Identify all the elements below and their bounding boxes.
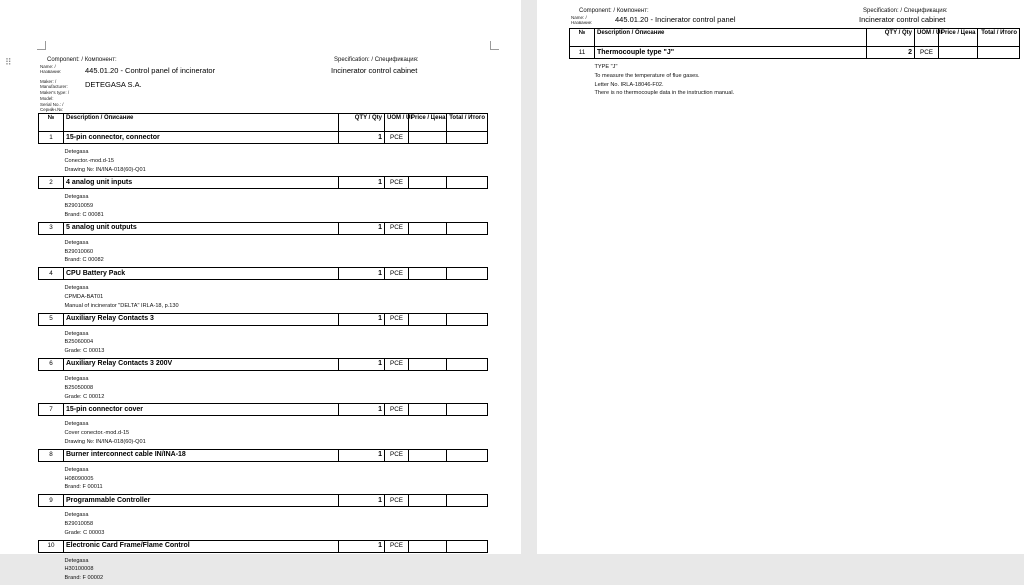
item-qty: 1	[339, 222, 385, 234]
item-uom: PCE	[385, 132, 409, 144]
item-total	[447, 132, 488, 144]
item-price	[409, 222, 447, 234]
item-description: Auxiliary Relay Contacts 3	[64, 313, 339, 325]
item-description: Auxiliary Relay Contacts 3 200V	[64, 358, 339, 370]
item-qty: 1	[339, 358, 385, 370]
item-description: Electronic Card Frame/Flame Control	[64, 540, 339, 552]
name-label: Name: / Название:	[40, 64, 62, 74]
item-detail-line: Manual of incinerator "DELTA" IRLA-18, p.130	[64, 302, 179, 309]
item-detail-line: CPMDA-BAT01	[64, 293, 104, 300]
item-detail-line: TYPE "J"	[594, 64, 618, 70]
col-no-header: №	[39, 114, 64, 132]
item-detail-line: Detegasa	[64, 149, 89, 155]
item-qty: 1	[339, 177, 385, 189]
item-qty: 1	[339, 540, 385, 552]
item-details-row	[570, 59, 1020, 101]
item-details-row	[39, 280, 488, 313]
item-detail-line: Detegasa	[64, 421, 89, 428]
item-detail-line: B25050008	[64, 384, 94, 391]
item-uom: PCE	[385, 177, 409, 189]
table-header-row	[570, 29, 1020, 47]
item-qty: 1	[339, 132, 385, 144]
crop-mark-top-right	[490, 41, 499, 50]
col-qty-header: QTY / Qty	[867, 29, 915, 47]
item-total	[447, 177, 488, 189]
spec-value: Incinerator control cabinet	[859, 15, 946, 24]
item-detail-line: Detegasa	[64, 239, 89, 246]
col-price-header: Price / Цена	[409, 114, 447, 132]
item-price	[409, 313, 447, 325]
item-details	[39, 189, 488, 221]
maker-value: DETEGASA S.A.	[85, 80, 142, 89]
item-qty: 1	[339, 313, 385, 325]
table-move-handle-icon[interactable]: ⠿	[5, 57, 11, 67]
table-row	[570, 47, 1020, 59]
item-detail-line: B25060004	[64, 339, 94, 346]
item-number: 6	[39, 358, 64, 370]
item-details	[39, 144, 488, 176]
item-uom: PCE	[385, 404, 409, 416]
item-number: 1	[39, 132, 64, 144]
item-details	[39, 416, 488, 448]
item-description: CPU Battery Pack	[64, 268, 339, 280]
maker-type-label: Maker's type: /	[40, 90, 70, 95]
item-detail-line: Brand: C 00081	[64, 211, 104, 218]
item-details-row	[39, 416, 488, 449]
item-detail-line: Grade: C 00003	[64, 529, 105, 536]
crop-mark-top-left	[37, 41, 46, 50]
item-details	[39, 235, 488, 267]
item-details	[39, 553, 488, 585]
item-details	[39, 371, 488, 403]
item-number: 8	[39, 449, 64, 461]
item-uom: PCE	[385, 449, 409, 461]
table-row	[39, 177, 488, 189]
item-detail-line: Detegasa	[64, 194, 89, 201]
col-price-header: Price / Цена	[939, 29, 978, 47]
item-details-row	[39, 189, 488, 222]
item-number: 7	[39, 404, 64, 416]
item-uom: PCE	[385, 313, 409, 325]
item-number: 9	[39, 495, 64, 507]
table-header-row	[39, 114, 488, 132]
item-detail-line: B29010059	[64, 203, 94, 210]
col-no-header: №	[570, 29, 595, 47]
serial-label-ru: Серийн.№:	[40, 107, 64, 112]
item-price	[409, 268, 447, 280]
item-detail-line: Brand: F 00002	[64, 575, 104, 582]
item-detail-line: Cover conector.-mod.d-15	[64, 430, 130, 437]
item-total	[447, 404, 488, 416]
item-qty: 1	[339, 495, 385, 507]
item-detail-line: H08090005	[64, 475, 94, 482]
item-uom: PCE	[385, 358, 409, 370]
item-details-row	[39, 552, 488, 585]
item-detail-line: Brand: C 00082	[64, 257, 104, 264]
item-number: 3	[39, 222, 64, 234]
spec-table	[38, 113, 488, 585]
table-row	[39, 540, 488, 552]
item-description: 15-pin connector, connector	[64, 132, 339, 144]
item-qty: 2	[867, 47, 915, 59]
spec-label: Specification: / Спецификация:	[863, 8, 948, 14]
item-total	[978, 47, 1020, 59]
table-row	[39, 222, 488, 234]
item-total	[447, 540, 488, 552]
col-description-header: Description / Описание	[595, 29, 867, 47]
item-price	[409, 495, 447, 507]
col-description-header: Description / Описание	[64, 114, 339, 132]
item-detail-line: Grade: C 00012	[64, 393, 105, 400]
item-detail-line: Brand: F 00011	[64, 484, 103, 491]
item-number: 11	[570, 47, 595, 59]
document-page-2	[537, 0, 1024, 554]
item-price	[409, 404, 447, 416]
item-uom: PCE	[915, 47, 939, 59]
item-number: 2	[39, 177, 64, 189]
col-uom-header: UOM / UI	[915, 29, 939, 47]
item-total	[447, 268, 488, 280]
item-detail-line: H30100008	[64, 566, 94, 573]
table-row	[39, 268, 488, 280]
spec-table	[569, 28, 1020, 100]
item-qty: 1	[339, 449, 385, 461]
item-detail-line: B29010060	[64, 248, 94, 255]
spec-label: Specification: / Спецификация:	[334, 57, 419, 63]
item-detail-line: B29010058	[64, 520, 94, 527]
name-value: 445.01.20 - Incinerator control panel	[615, 15, 736, 24]
item-uom: PCE	[385, 268, 409, 280]
component-label: Component: / Компонент:	[579, 8, 649, 14]
item-qty: 1	[339, 404, 385, 416]
item-price	[409, 449, 447, 461]
item-total	[447, 495, 488, 507]
item-price	[409, 132, 447, 144]
table-row	[39, 495, 488, 507]
item-details	[39, 462, 488, 494]
serial-label: Serial No.: /	[40, 102, 64, 107]
item-detail-line: Detegasa	[64, 557, 89, 564]
item-detail-line: Conector.-mod.d-15	[64, 157, 114, 164]
model-label: Model:	[40, 96, 54, 101]
table-row	[39, 358, 488, 370]
item-description: Burner interconnect cable IN/INA-18	[64, 449, 339, 461]
item-total	[447, 222, 488, 234]
item-details-row	[39, 370, 488, 403]
item-description: 5 analog unit outputs	[64, 222, 339, 234]
item-details	[39, 507, 488, 539]
col-qty-header: QTY / Qty	[339, 114, 385, 132]
item-details-row	[39, 325, 488, 358]
item-details-row	[39, 461, 488, 494]
item-details	[39, 280, 488, 312]
item-uom: PCE	[385, 495, 409, 507]
item-total	[447, 358, 488, 370]
col-total-header: Total / Итого	[447, 114, 488, 132]
item-detail-line: Letter No. IRLA-18046-F02.	[594, 81, 664, 88]
item-detail-line: To measure the temperature of flue gases.	[594, 72, 700, 79]
col-total-header: Total / Итого	[978, 29, 1020, 47]
item-detail-line: Grade: C 00013	[64, 348, 105, 355]
item-description: Thermocouple type "J"	[595, 47, 867, 59]
spec-value: Incinerator control cabinet	[331, 66, 418, 75]
item-details	[570, 59, 1020, 100]
item-detail-line: Detegasa	[64, 466, 89, 473]
item-total	[447, 449, 488, 461]
item-number: 10	[39, 540, 64, 552]
table-row	[39, 449, 488, 461]
item-price	[409, 540, 447, 552]
item-detail-line: There is no thermocouple data in the instruction manual.	[594, 90, 735, 97]
item-price	[939, 47, 978, 59]
item-number: 5	[39, 313, 64, 325]
item-details-row	[39, 144, 488, 177]
item-details-row	[39, 507, 488, 540]
item-description: 4 analog unit inputs	[64, 177, 339, 189]
table-row	[39, 313, 488, 325]
table-row	[39, 132, 488, 144]
maker-label: Maker: / Manufacturer:	[40, 79, 68, 89]
name-label: Name: / Название:	[571, 15, 593, 25]
item-detail-line: Drawing №: IN/INA-018(60)-Q01	[64, 438, 146, 445]
item-detail-line: Detegasa	[64, 330, 89, 337]
item-description: 15-pin connector cover	[64, 404, 339, 416]
table-row	[39, 404, 488, 416]
item-qty: 1	[339, 268, 385, 280]
item-detail-line: Detegasa	[64, 512, 89, 519]
item-detail-line: Detegasa	[64, 285, 89, 292]
item-price	[409, 358, 447, 370]
item-number: 4	[39, 268, 64, 280]
item-uom: PCE	[385, 540, 409, 552]
item-uom: PCE	[385, 222, 409, 234]
item-details	[39, 326, 488, 358]
item-details-row	[39, 234, 488, 267]
item-detail-line: Drawing №: IN/INA-018(60)-Q01	[64, 166, 146, 173]
item-description: Programmable Controller	[64, 495, 339, 507]
item-price	[409, 177, 447, 189]
item-total	[447, 313, 488, 325]
item-detail-line: Detegasa	[64, 375, 89, 382]
col-uom-header: UOM / UI	[385, 114, 409, 132]
name-value: 445.01.20 - Control panel of incinerator	[85, 66, 216, 75]
component-label: Component: / Компонент:	[47, 57, 117, 63]
